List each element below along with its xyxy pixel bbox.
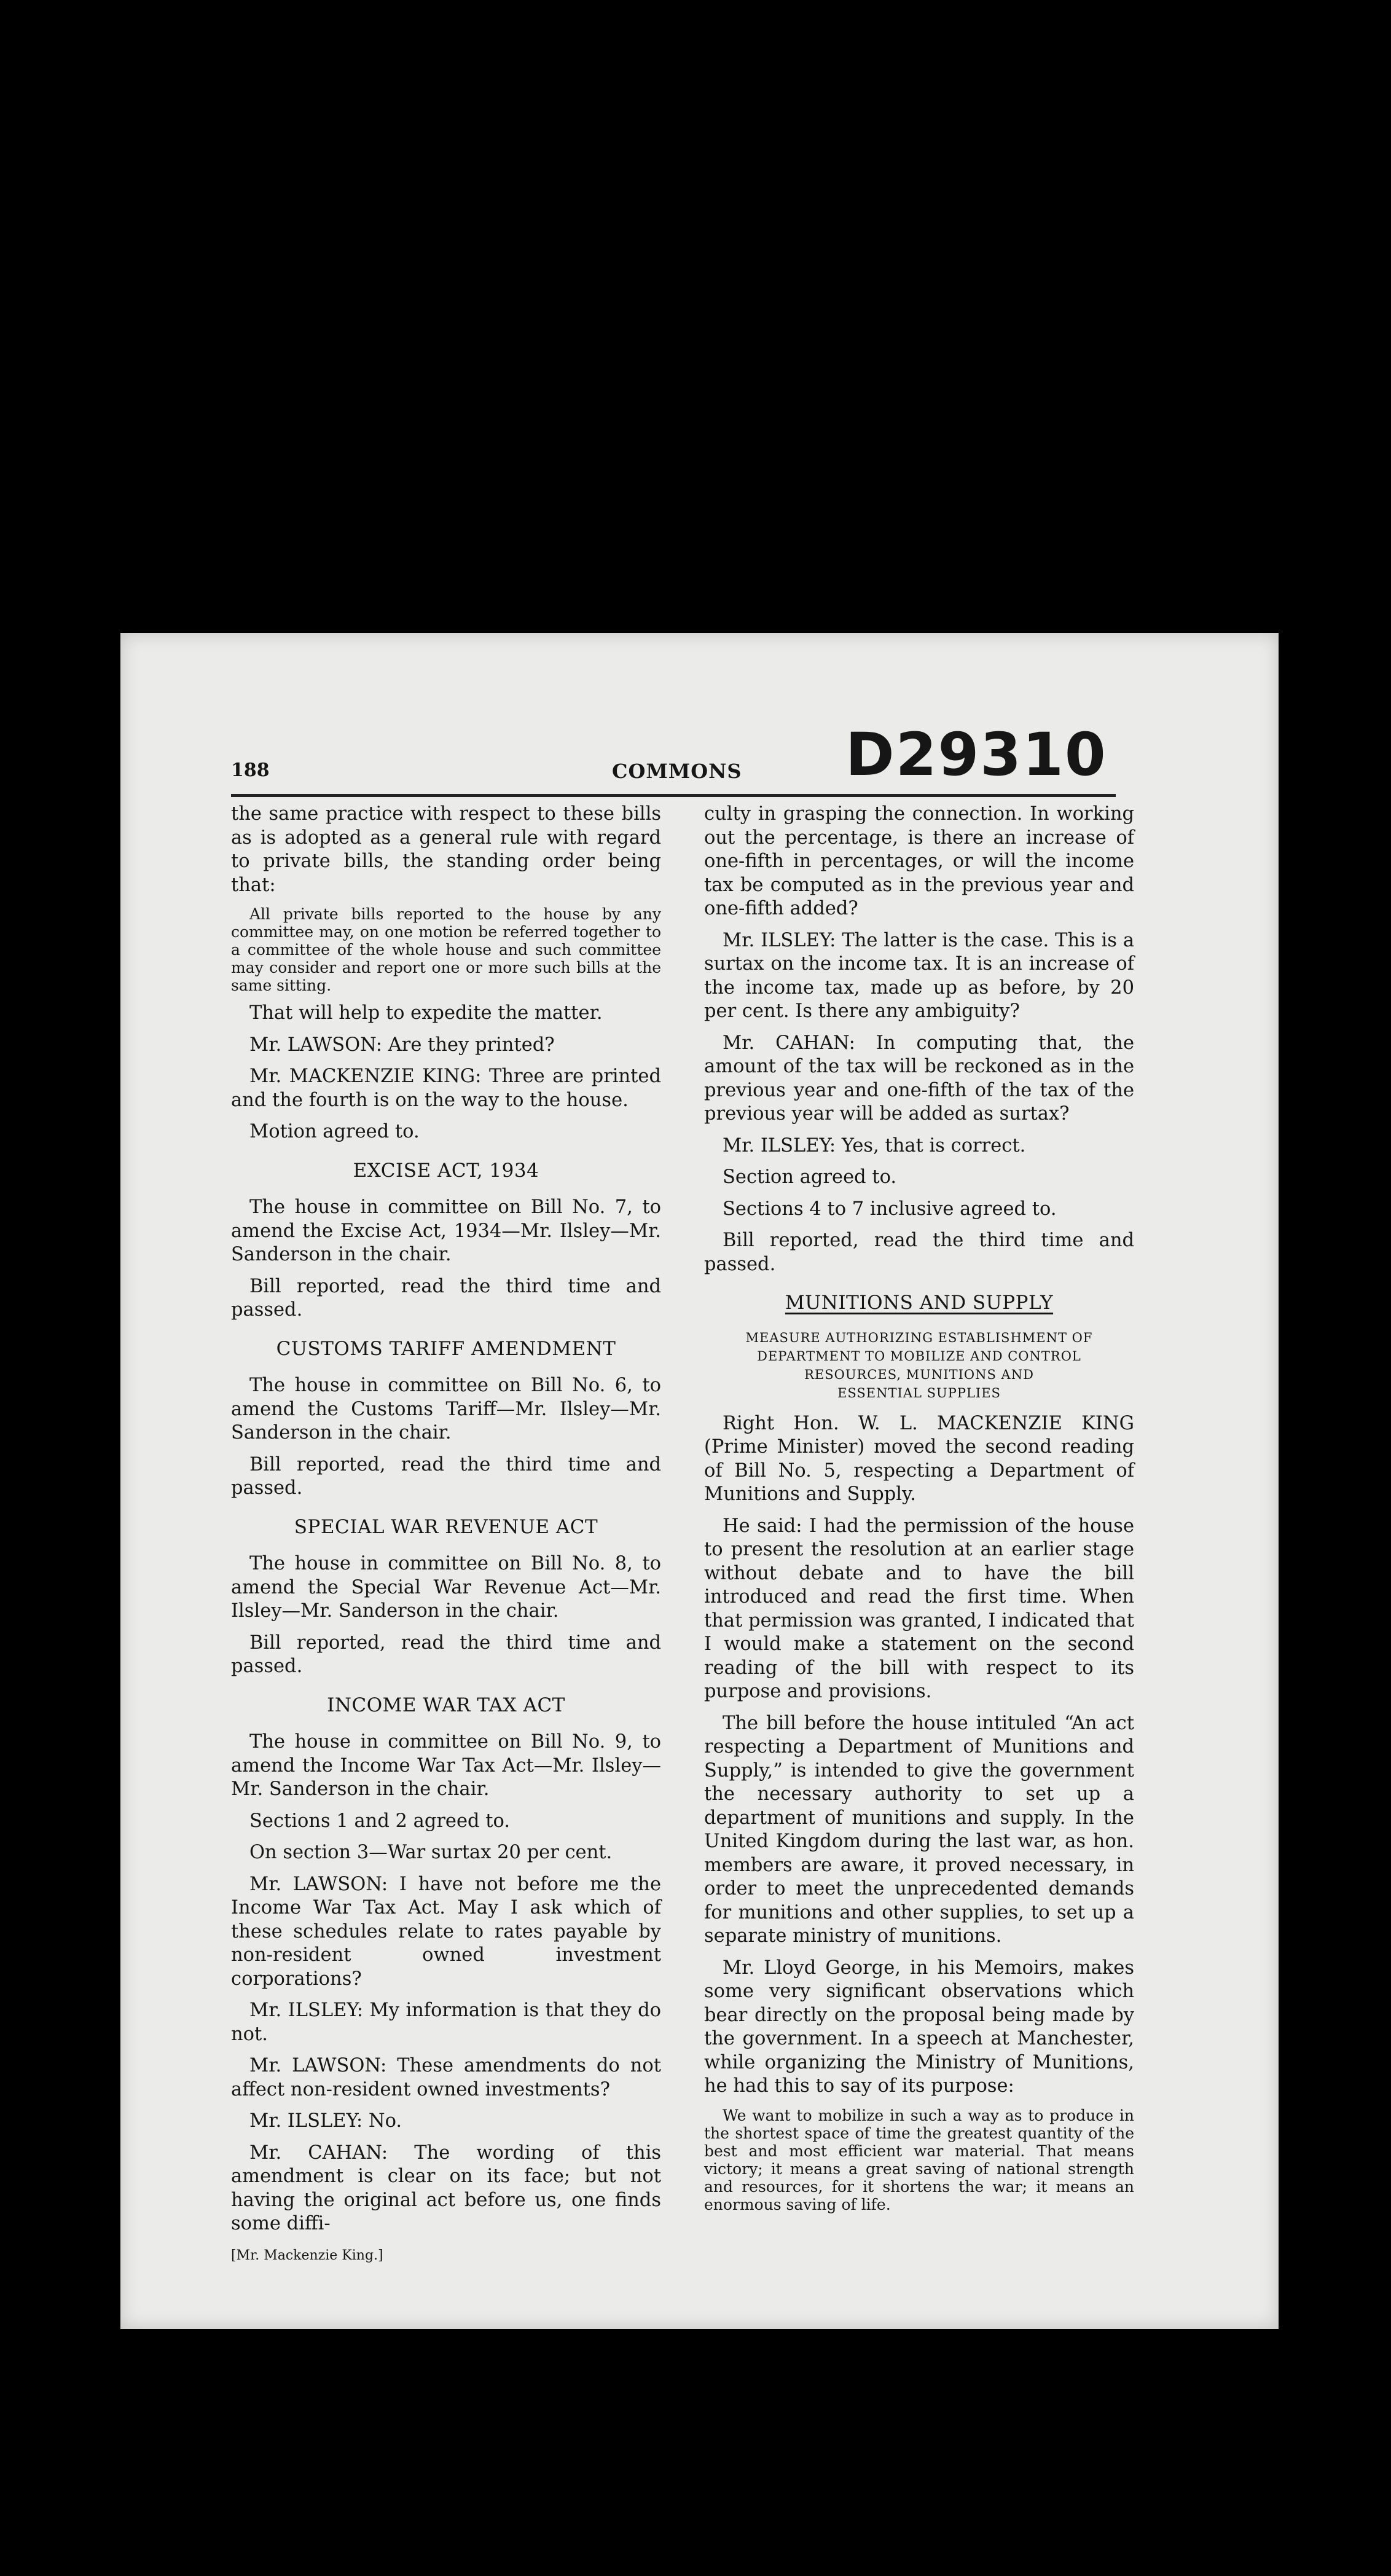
paragraph: He said: I had the permission of the house to present the resolution at an earlier stage without debate and to have the bill introduced and read the first time. When that permission was granted, I indicated that I would make a statement on the second reading of the bill with respect to its purpose and provisions. bbox=[704, 1515, 1134, 1702]
paragraph: On section 3—War surtax 20 per cent. bbox=[249, 1842, 613, 1863]
subheading bbox=[704, 1329, 1134, 1402]
paragraph: The bill before the house intituled “An act respecting a Department of Munitions and Supply,” is intended to give the government the necessary authority to set up a department of munitions and supply. In the United Kingdom during the last war, as hon. members are aware, it proved necessary, in order to meet the unprecedented demands for munitions and other supplies, to set up a separate ministry of munitions. bbox=[704, 1712, 1134, 1947]
paragraph: Mr. ILSLEY: Yes, that is correct. bbox=[723, 1134, 1026, 1156]
paragraph: That will help to expedite the matter. bbox=[249, 1002, 603, 1024]
block-quote: We want to mobilize in such a way as to produce in the shortest space of time the greatest quantity of the best and most efficient war material. That means victory; it means a great saving of national strength and resources, for it shortens the war; it means an enormous saving of life. bbox=[704, 2106, 1134, 2213]
paragraph: Section agreed to. bbox=[723, 1166, 897, 1188]
paragraph: The house in committee on Bill No. 9, to amend the Income War Tax Act—Mr. Ilsley—Mr. Sanderson in the chair. bbox=[231, 1731, 661, 1800]
header-rule bbox=[231, 794, 1116, 797]
subheading-line: DEPARTMENT TO MOBILIZE AND CONTROL bbox=[757, 1348, 1081, 1364]
section-heading: CUSTOMS TARIFF AMENDMENT bbox=[276, 1337, 616, 1360]
paragraph: Bill reported, read the third time and passed. bbox=[231, 1632, 661, 1677]
paragraph: Bill reported, read the third time and passed. bbox=[231, 1453, 661, 1499]
paragraph: The house in committee on Bill No. 7, to amend the Excise Act, 1934—Mr. Ilsley—Mr. Sanderson in the chair. bbox=[231, 1196, 661, 1265]
block-quote: All private bills reported to the house by any committee may, on one motion be referred together to a committee of the whole house and such committee may consider and report one or more such bills at the same sitting. bbox=[231, 905, 661, 994]
section-heading: SPECIAL WAR REVENUE ACT bbox=[294, 1515, 598, 1538]
right-column bbox=[704, 803, 1134, 2221]
running-head: COMMONS bbox=[612, 760, 742, 783]
paragraph: Mr. Lloyd George, in his Memoirs, makes some very significant observations which bear directly on the proposal being made by the government. In a speech at Manchester, while organizing the Ministry of Munitions, he had this to say of its purpose: bbox=[704, 1957, 1134, 2097]
document-page bbox=[120, 633, 1279, 2329]
paragraph: The house in committee on Bill No. 8, to amend the Special War Revenue Act—Mr. Ilsley—Mr. Sanderson in the chair. bbox=[231, 1553, 661, 1622]
page-header bbox=[231, 720, 1116, 793]
paragraph: Right Hon. W. L. MACKENZIE KING (Prime Minister) moved the second reading of Bill No. 5, respecting a Department of Munitions and Supply. bbox=[704, 1412, 1134, 1505]
paragraph: Mr. ILSLEY: My information is that they do not. bbox=[231, 2000, 661, 2045]
paragraph: Sections 1 and 2 agreed to. bbox=[249, 1810, 511, 1832]
subheading-line: ESSENTIAL SUPPLIES bbox=[837, 1385, 1001, 1400]
paragraph: culty in grasping the connection. In working out the percentage, is there an increase of one-fifth in percentages, or will the income tax be computed as in the previous year and one-fifth added? bbox=[704, 803, 1134, 919]
paragraph: The house in committee on Bill No. 6, to amend the Customs Tariff—Mr. Ilsley—Mr. Sanderson in the chair. bbox=[231, 1375, 661, 1443]
paragraph: Sections 4 to 7 inclusive agreed to. bbox=[723, 1198, 1057, 1220]
paragraph: Mr. ILSLEY: The latter is the case. This is a surtax on the income tax. It is an increase of the income tax, made up as before, by 20 per cent. Is there any ambiguity? bbox=[704, 929, 1134, 1022]
left-column bbox=[231, 803, 661, 2276]
page-footer: [Mr. Mackenzie King.] bbox=[231, 2247, 383, 2263]
document-stamp: D29310 bbox=[845, 720, 1107, 789]
subheading-line: RESOURCES, MUNITIONS AND bbox=[804, 1367, 1034, 1382]
paragraph: Mr. LAWSON: I have not before me the Income War Tax Act. May I ask which of these schedules relate to rates payable by non-resident owned investment corporations? bbox=[231, 1873, 661, 1990]
paragraph: Mr. LAWSON: These amendments do not affect non-resident owned investments? bbox=[231, 2055, 661, 2100]
section-heading: INCOME WAR TAX ACT bbox=[327, 1694, 565, 1716]
section-heading: MUNITIONS AND SUPPLY bbox=[785, 1292, 1054, 1314]
paragraph: Motion agreed to. bbox=[249, 1121, 420, 1142]
section-heading: EXCISE ACT, 1934 bbox=[353, 1159, 539, 1182]
paragraph: Bill reported, read the third time and passed. bbox=[704, 1230, 1134, 1275]
paragraph: Bill reported, read the third time and passed. bbox=[231, 1275, 661, 1321]
paragraph: Mr. ILSLEY: No. bbox=[249, 2110, 402, 2132]
paragraph: Mr. CAHAN: In computing that, the amount of the tax will be reckoned as in the previous year and one-fifth of the tax of the previous year will be added as surtax? bbox=[704, 1032, 1134, 1125]
paragraph: Mr. MACKENZIE KING: Three are printed and the fourth is on the way to the house. bbox=[231, 1066, 661, 1111]
page-number: 188 bbox=[231, 760, 270, 781]
subheading-line: MEASURE AUTHORIZING ESTABLISHMENT OF bbox=[745, 1330, 1093, 1345]
paragraph: Mr. CAHAN: The wording of this amendment is clear on its face; but not having the original act before us, one finds some diffi- bbox=[231, 2142, 661, 2234]
paragraph: Mr. LAWSON: Are they printed? bbox=[249, 1034, 555, 1056]
paragraph: the same practice with respect to these bills as is adopted as a general rule with regard to private bills, the standing order being that: bbox=[231, 803, 661, 896]
